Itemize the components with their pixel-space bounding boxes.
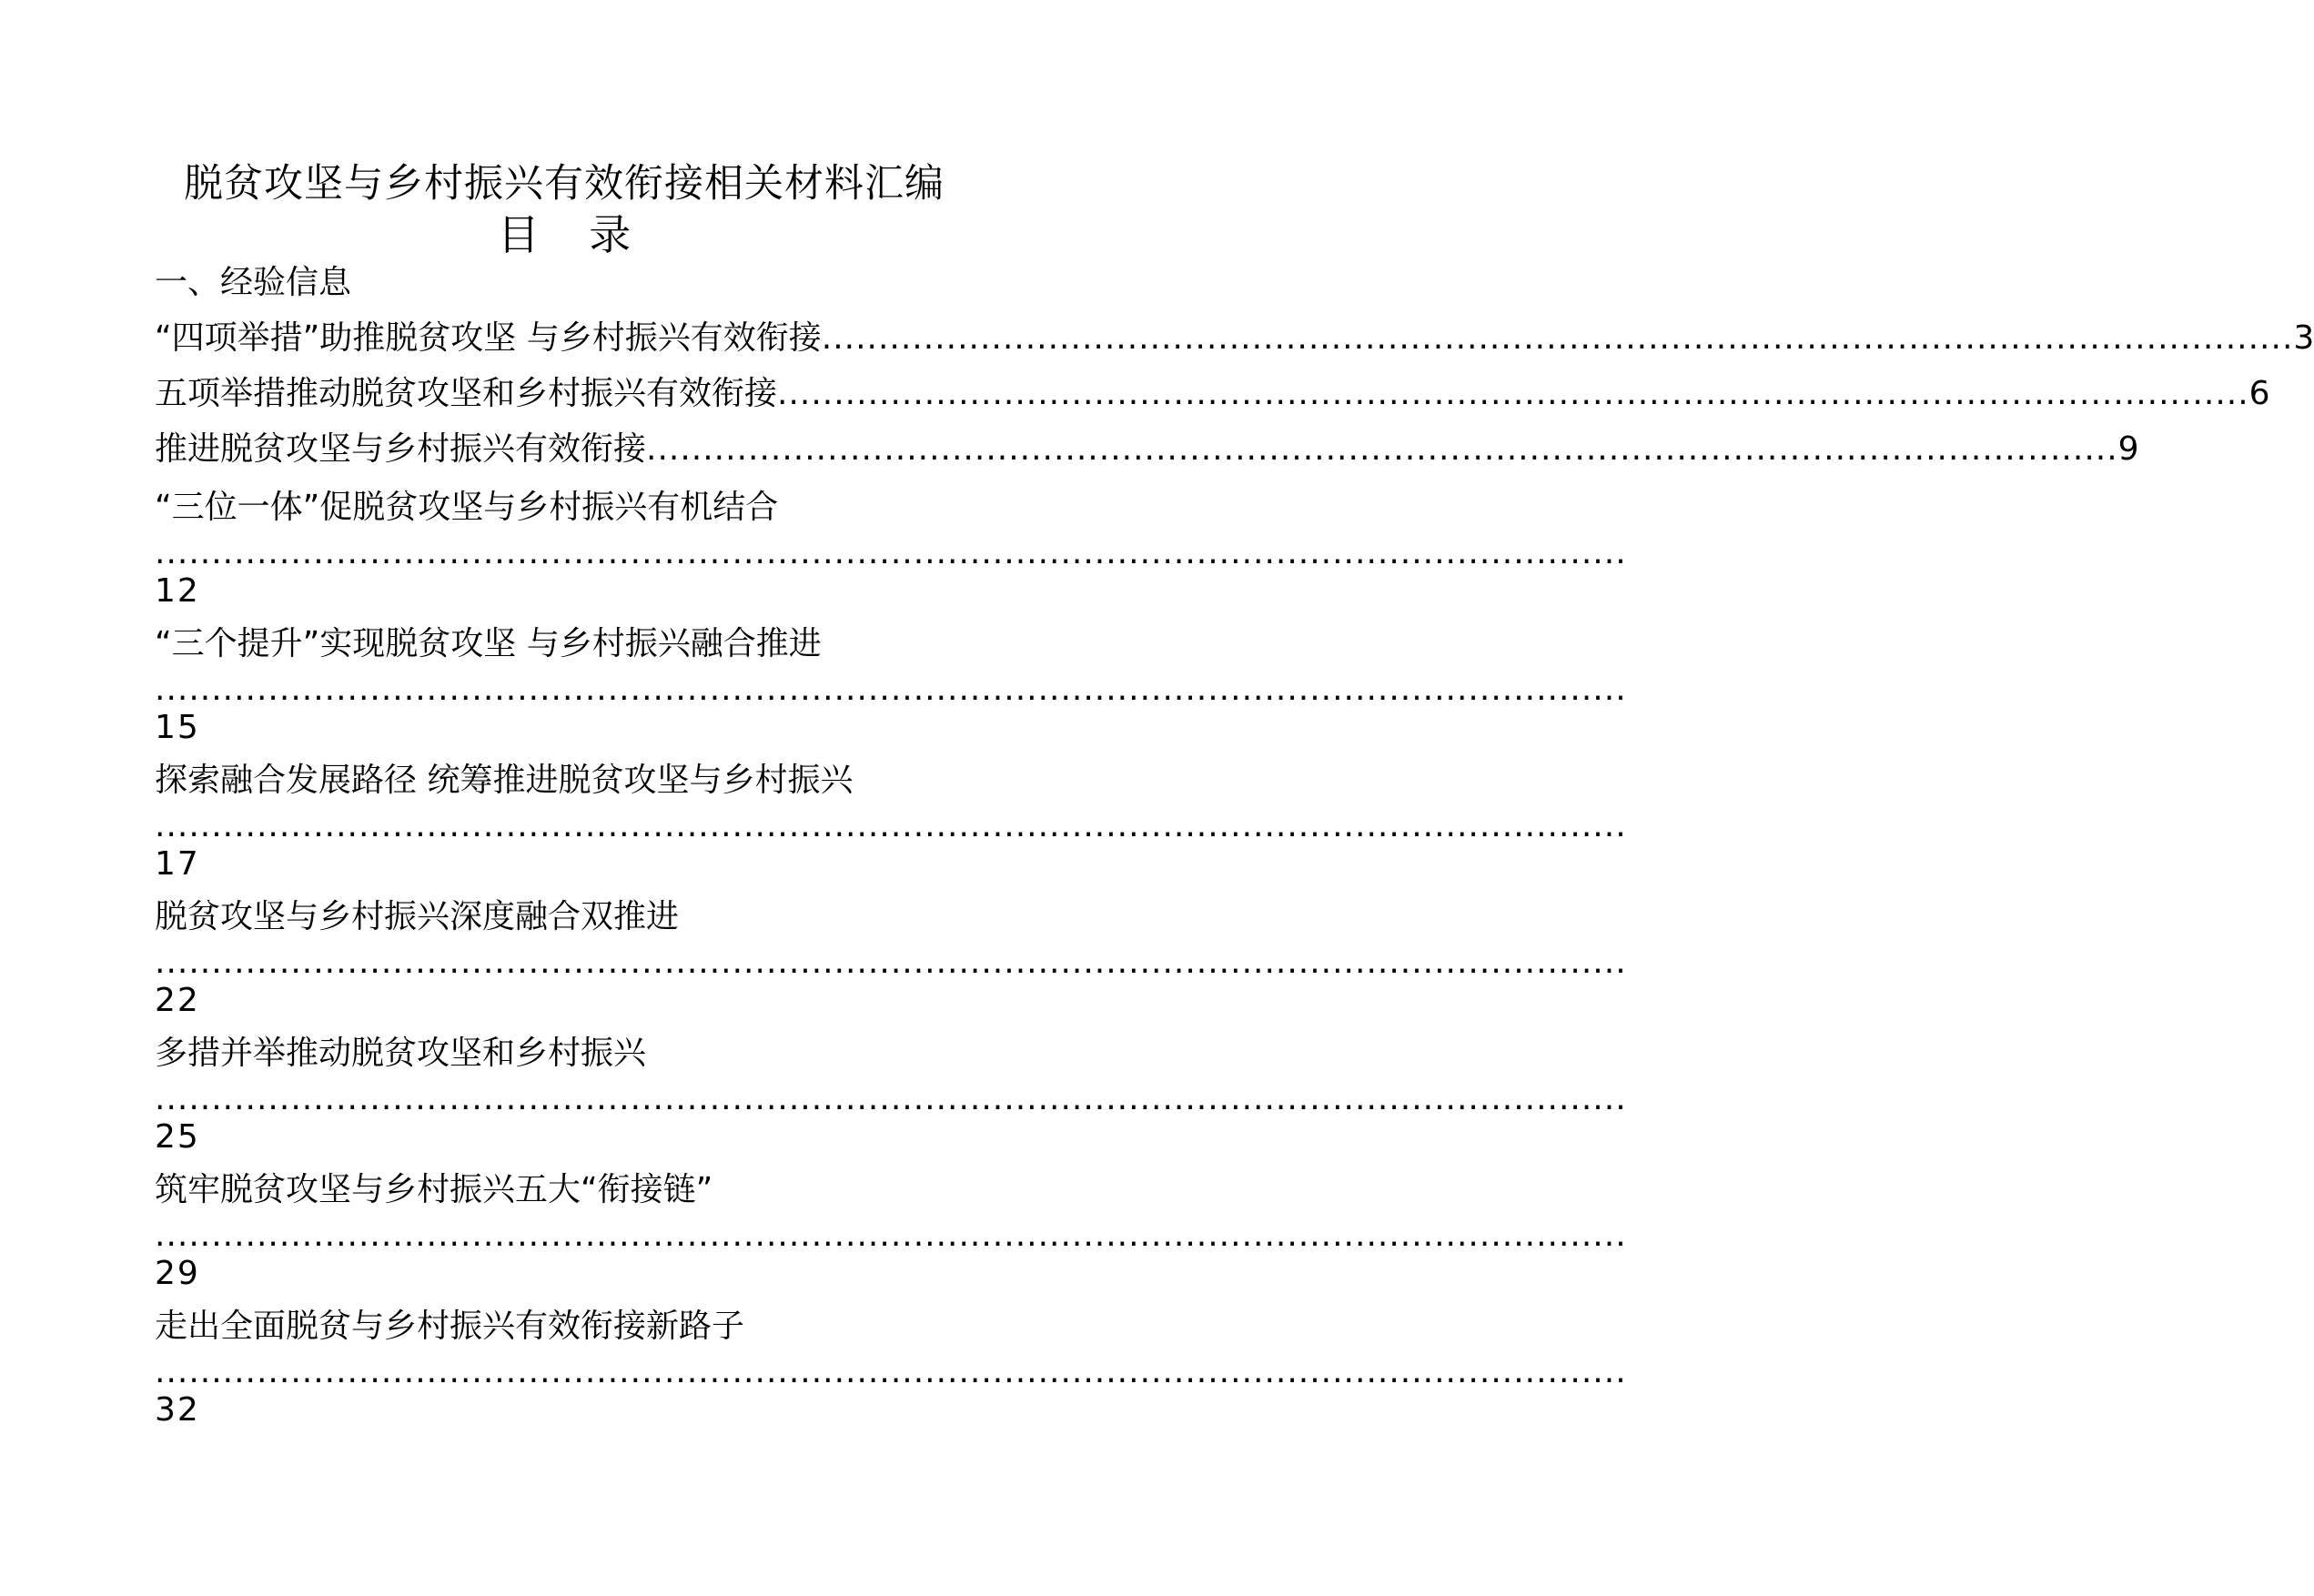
toc-leader-dots: .................................................................................................................................. (155, 807, 1627, 844)
document-title: 脱贫攻坚与乡村振兴有效衔接相关材料汇编 (184, 161, 945, 207)
toc-entry-page: 6 (2248, 375, 2270, 412)
toc-entry-page: 12 (155, 572, 200, 610)
toc-heading: 目 录 (497, 210, 632, 259)
toc-entry-page: 25 (155, 1118, 200, 1156)
toc-entry-title: “四项举措”助推脱贫攻坚 与乡村振兴有效衔接 (155, 319, 822, 357)
toc-entry-title: 脱贫攻坚与乡村振兴深度融合双推进 (155, 898, 680, 935)
toc-leader-dots: .................................................................................................................................. (821, 319, 2294, 357)
toc-entry-page: 3 (2293, 319, 2314, 357)
toc-entry-title: 推进脱贫攻坚与乡村振兴有效衔接 (155, 430, 647, 468)
toc-entry-page: 22 (155, 982, 200, 1019)
toc-leader-dots: .................................................................................................................................. (155, 944, 1627, 981)
toc-entry-page: 32 (155, 1391, 200, 1429)
toc-leader-dots: .................................................................................................................................. (155, 1217, 1627, 1254)
toc-leader-dots: .................................................................................................................................. (155, 671, 1627, 708)
toc-entry-title: 五项举措推动脱贫攻坚和乡村振兴有效衔接 (155, 375, 778, 412)
toc-leader-dots: .................................................................................................................................. (155, 534, 1627, 571)
toc-leader-dots: .................................................................................................................................. (646, 430, 2118, 468)
section-heading: 一、经验信息 (155, 264, 352, 301)
toc-entry[interactable] (155, 371, 2270, 417)
toc-entry-page: 17 (155, 845, 200, 883)
toc-entry-page: 9 (2117, 430, 2139, 468)
toc-leader-dots: .................................................................................................................................. (777, 375, 2249, 412)
toc-entry-title: 走出全面脱贫与乡村振兴有效衔接新路子 (155, 1308, 745, 1345)
toc-entry-title: 探索融合发展路径 统筹推进脱贫攻坚与乡村振兴 (155, 762, 854, 799)
toc-entry[interactable] (155, 427, 2139, 472)
toc-entry-title: 筑牢脱贫攻坚与乡村振兴五大“衔接链” (155, 1171, 713, 1208)
toc-entry-page: 29 (155, 1255, 200, 1292)
toc-entry-title: 多措并举推动脱贫攻坚和乡村振兴 (155, 1035, 647, 1072)
toc-entry[interactable] (155, 316, 2314, 361)
toc-entry-title: “三位一体”促脱贫攻坚与乡村振兴有机结合 (155, 489, 779, 526)
toc-entry-title: “三个提升”实现脱贫攻坚 与乡村振兴融合推进 (155, 625, 822, 662)
toc-leader-dots: .................................................................................................................................. (155, 1353, 1627, 1390)
toc-leader-dots: .................................................................................................................................. (155, 1080, 1627, 1117)
toc-entry-page: 15 (155, 709, 200, 746)
